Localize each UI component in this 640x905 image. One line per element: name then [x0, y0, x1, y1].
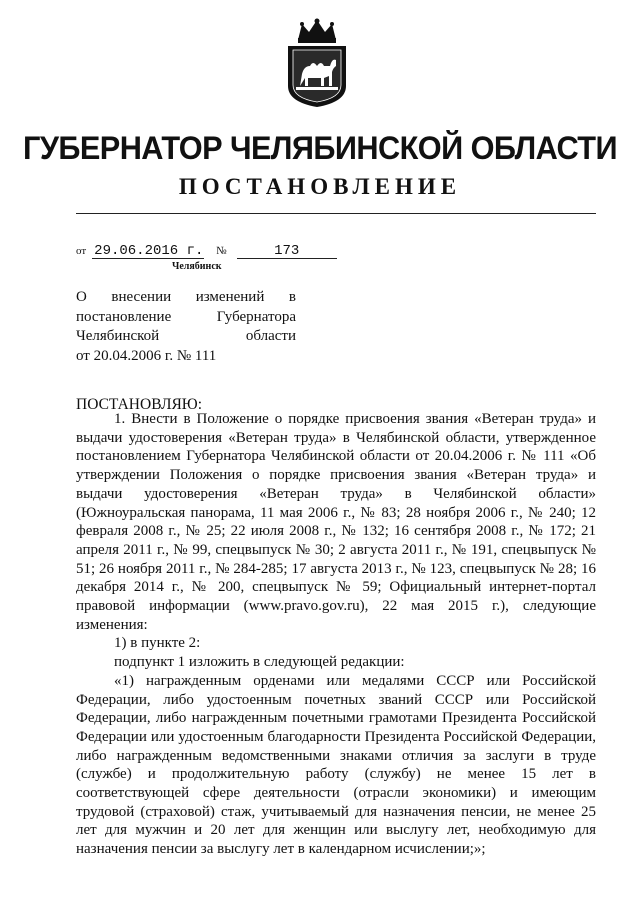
document-subject — [76, 288, 296, 366]
paragraph-2: 1) в пункте 2: — [114, 635, 201, 652]
document-number: 173 — [237, 244, 337, 259]
document-body — [76, 410, 596, 859]
decree-heading: ПОСТАНОВЛЯЮ: — [76, 396, 203, 413]
date-prefix-label: от — [76, 245, 87, 257]
document-date: 29.06.2016 г. — [94, 243, 204, 259]
issue-city: Челябинск — [172, 261, 222, 272]
paragraph-1: 1. Внести в Положение о порядке присвоения звания «Ветеран труда» и выдачи удостоверения «Ветеран труда» в Челябинской области, утвержденное постановлением Губернатора Челябинской области от 20.04.2006 г. № 111 «Об утверждении Положения о порядке присвоения звания «Ветеран труда» и выдачи удостоверения «Ветеран труда» в Челябинской области» (Южноуральская панорама, 11 мая 2006 г., № 83; 28 ноября 2006 г., № 240; 12 февраля 2008 г., № 25; 22 июля 2008 г., № 132; 16 сентября 2008 г., № 172; 21 апреля 2011 г., № 99, спецвыпуск № 30; 2 августа 2011 г., № 191, спецвыпуск № 51; 26 ноября 2011 г., № 284-285; 17 августа 2013 г., № 123, спецвыпуск № 28; 16 декабря 2014 г., № 200, спецвыпуск № 59; Официальный интернет-портал правовой информации (www.pravo.gov.ru), 22 мая 2015 г.), следующие изменения: — [76, 411, 596, 633]
subject-line: постановление Губернатора — [76, 308, 296, 325]
date-number-line — [76, 244, 337, 259]
paragraph-3: подпункт 1 изложить в следующей редакции: — [114, 654, 405, 671]
number-prefix-label: № — [216, 245, 227, 257]
subject-line: О внесении изменений в — [76, 289, 296, 305]
coat-of-arms-emblem — [284, 16, 350, 108]
document-type-title: ПОСТАНОВЛЕНИЕ — [178, 174, 462, 199]
paragraph-4: «1) награжденным орденами или медалями СССР или Российской Федерации, либо удостоенным почетных званий СССР или Российской Федерации, либо награжденным почетными грамотами Президента Российской Федерации или удостоенным благодарности Президента Российской Федерации, либо награжденным ведомственными знаками отличия за заслуги в труде (службе) и продолжительную работу (службу) не менее 15 лет в соответствующей сфере деятельности (отрасли экономики) и имеющим трудовой (страховой) стаж, учитываемый для назначения пенсии, не менее 25 лет для мужчин и 20 лет для женщин или выслугу лет, необходимую для назначения пенсии за выслугу лет в календарном исчислении;»; — [76, 672, 596, 858]
issuing-authority-title: ГУБЕРНАТОР ЧЕЛЯБИНСКОЙ ОБЛАСТИ — [22, 130, 618, 166]
subject-line: Челябинской области — [76, 328, 296, 344]
subject-line: от 20.04.2006 г. № 111 — [76, 347, 217, 364]
header-divider — [76, 213, 596, 214]
